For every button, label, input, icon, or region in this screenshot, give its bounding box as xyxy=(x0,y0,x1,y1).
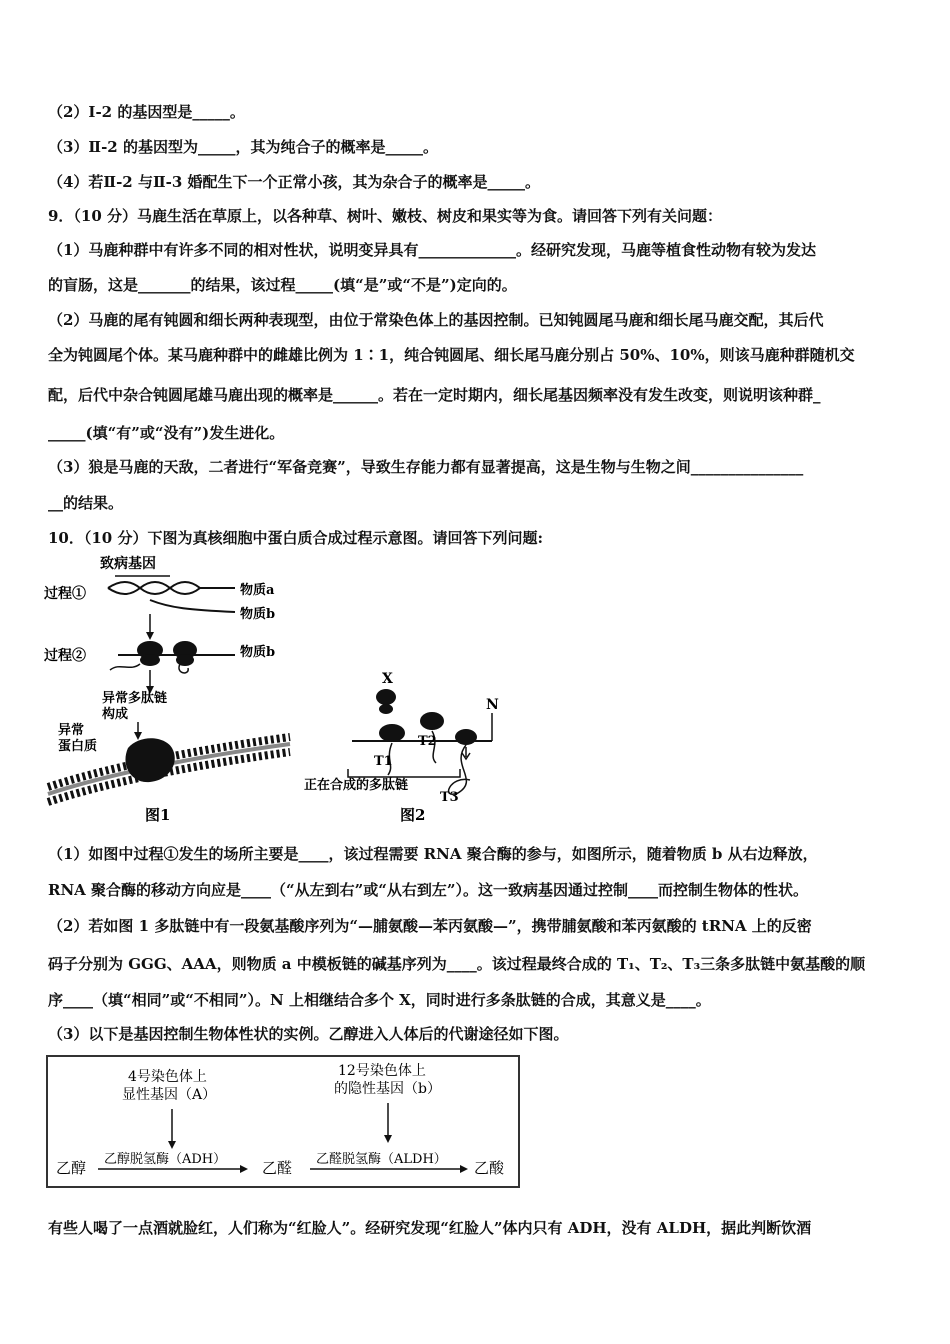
q10-part1-line2: RNA 聚合酶的移动方向应是____（“从左到右”或“从右到左”）。这一致病基因通过控制____而控制生物体的性状。 xyxy=(48,881,809,899)
acid-label: 乙酸 xyxy=(474,1159,505,1177)
gene-b-line2: 的隐性基因（b） xyxy=(334,1081,441,1097)
fig1-protein-label-2: 蛋白质 xyxy=(58,739,98,754)
fig1-substance-b2-label: 物质b xyxy=(240,645,276,660)
gene-a-line2: 显性基因（A） xyxy=(122,1087,217,1103)
fig1-substance-a-label: 物质a xyxy=(240,583,275,598)
fig2-t1-label xyxy=(374,754,393,769)
q10-part1-line1: （1）如图中过程①发生的场所主要是____，该过程需要 RNA 聚合酶的参与，如图所示，随着物质 b 从右边释放， xyxy=(48,845,818,863)
q9-part2-line1: （2）马鹿的尾有钝圆和细长两种表现型，由位于常染色体上的基因控制。已知钝圆尾马鹿和细长尾马鹿交配，其后代 xyxy=(48,311,824,329)
q10-heading: 10．（10 分）下图为真核细胞中蛋白质合成过程示意图。请回答下列问题: xyxy=(48,529,544,547)
fig1-caption: 图1 xyxy=(145,806,171,824)
fig1-process1-label: 过程① xyxy=(44,586,86,602)
q10-part2-line2: 码子分别为 GGG、AAA，则物质 a 中模板链的碱基序列为____。该过程最终合成的 T₁、T₂、T₃三条多肽链中氨基酸的顺 xyxy=(48,955,866,973)
fig2-chain-caption: 正在合成的多肽链 xyxy=(304,778,409,793)
fig2-t2-text: T2 xyxy=(418,734,437,749)
q10-tail: 有些人喝了一点酒就脸红，人们称为“红脸人”。经研究发现“红脸人”体内只有 ADH，没有 ALDH，据此判断饮酒 xyxy=(48,1219,812,1237)
fig2-ribosome-x-b xyxy=(379,704,393,714)
q9-heading: 9．（10 分）马鹿生活在草原上，以各种草、树叶、嫩枝、树皮和果实等为食。请回答下列有关问题： xyxy=(48,207,723,225)
fig1-dna-strand-1 xyxy=(108,582,200,594)
aldehyde-arrow-head xyxy=(460,1165,468,1173)
fig2-t2-label xyxy=(418,734,437,749)
q10-part3: （3）以下是基因控制生物体性状的实例。乙醇进入人体后的代谢途径如下图。 xyxy=(48,1025,569,1043)
fig1-chain-label-1: 异常多肽链 xyxy=(102,691,168,706)
fig2-ribosome-1 xyxy=(379,724,405,742)
q9-part2-line3: 配，后代中杂合钝圆尾雄马鹿出现的概率是______。若在一定时期内，细长尾基因频率没有发生改变，则说明该种群_ xyxy=(48,386,821,404)
q9-part3-line2: __的结果。 xyxy=(48,494,124,512)
fig1-arrow-1-head xyxy=(146,632,154,640)
fig1-gene-label: 致病基因 xyxy=(100,556,156,572)
ethanol-label: 乙醇 xyxy=(56,1159,87,1177)
q8-part4: （4）若Ⅱ-2 与Ⅱ-3 婚配生下一个正常小孩，其为杂合子的概率是_____。 xyxy=(48,173,540,191)
gene-a-arrow-head xyxy=(168,1141,176,1149)
fig2-ribosome-x xyxy=(376,689,396,705)
q9-part1-line2: 的盲肠，这是_______的结果，该过程_____(填“是”或“不是”)定向的。 xyxy=(48,276,517,294)
aldehyde-label: 乙醛 xyxy=(262,1159,293,1177)
figure-2 xyxy=(300,665,520,827)
q9-part2-line2: 全为钝圆尾个体。某马鹿种群中的雌雄比例为 1∶1，纯合钝圆尾、细长尾马鹿分别占 50%、10%，则该马鹿种群随机交 xyxy=(48,346,855,364)
enzyme-aldh-label: 乙醛脱氢酶（ALDH） xyxy=(316,1152,447,1167)
fig1-protein-label-1: 异常 xyxy=(58,723,85,738)
gene-b-line1: 12号染色体上 xyxy=(338,1063,426,1079)
fig1-ribosome-1b xyxy=(140,654,160,666)
pathway-diagram xyxy=(48,1057,518,1186)
fig2-t1-text: T1 xyxy=(374,754,393,769)
q9-part2-line4: _____(填“有”或“没有”)发生进化。 xyxy=(48,424,285,442)
fig1-strand-b xyxy=(150,600,235,612)
fig1-process2-label: 过程② xyxy=(44,648,86,664)
fig1-arrow-3-head xyxy=(134,732,142,740)
fig2-bracket xyxy=(348,769,460,777)
q8-part3: （3）Ⅱ-2 的基因型为_____，其为纯合子的概率是_____。 xyxy=(48,138,438,156)
fig1-ribosome-2b xyxy=(176,654,194,666)
q9-part1-line1: （1）马鹿种群中有许多不同的相对性状，说明变异具有_____________。经研究发现，马鹿等植食性动物有较为发达 xyxy=(48,241,816,259)
gene-b-arrow-head xyxy=(384,1135,392,1143)
fig1-substance-b-label: 物质b xyxy=(240,607,276,622)
q8-part2: （2）Ⅰ-2 的基因型是_____。 xyxy=(48,103,245,121)
figure-1 xyxy=(40,552,300,827)
fig2-ribosome-3 xyxy=(455,729,477,745)
fig1-chain-label-2: 构成 xyxy=(102,707,129,722)
fig2-t3-label xyxy=(440,790,459,805)
ethanol-arrow-head xyxy=(240,1165,248,1173)
q9-part3-line1: （3）狼是马鹿的天敌，二者进行“军备竞赛”，导致生存能力都有显著提高，这是生物与生物之间_______________ xyxy=(48,458,804,476)
enzyme-adh-label: 乙醇脱氢酶（ADH） xyxy=(104,1152,227,1167)
q10-part2-line3: 序____（填“相同”或“不相同”）。N 上相继结合多个 X，同时进行多条肽链的合成，其意义是____。 xyxy=(48,991,711,1009)
q10-part2-line1: （2）若如图 1 多肽链中有一段氨基酸序列为“—脯氨酸—苯丙氨酸—”，携带脯氨酸和苯丙氨酸的 tRNA 上的反密 xyxy=(48,917,812,935)
fig1-peptide xyxy=(110,664,140,670)
fig2-ribosome-2 xyxy=(420,712,444,730)
fig2-caption: 图2 xyxy=(400,806,426,824)
pathway-box xyxy=(46,1055,520,1188)
gene-a-line1: 4号染色体上 xyxy=(128,1069,207,1085)
fig1-dna-strand-2 xyxy=(108,582,200,594)
fig2-t3-text: T3 xyxy=(440,790,459,805)
fig2-n-label: N xyxy=(486,697,499,713)
fig2-x-label: X xyxy=(382,671,393,687)
